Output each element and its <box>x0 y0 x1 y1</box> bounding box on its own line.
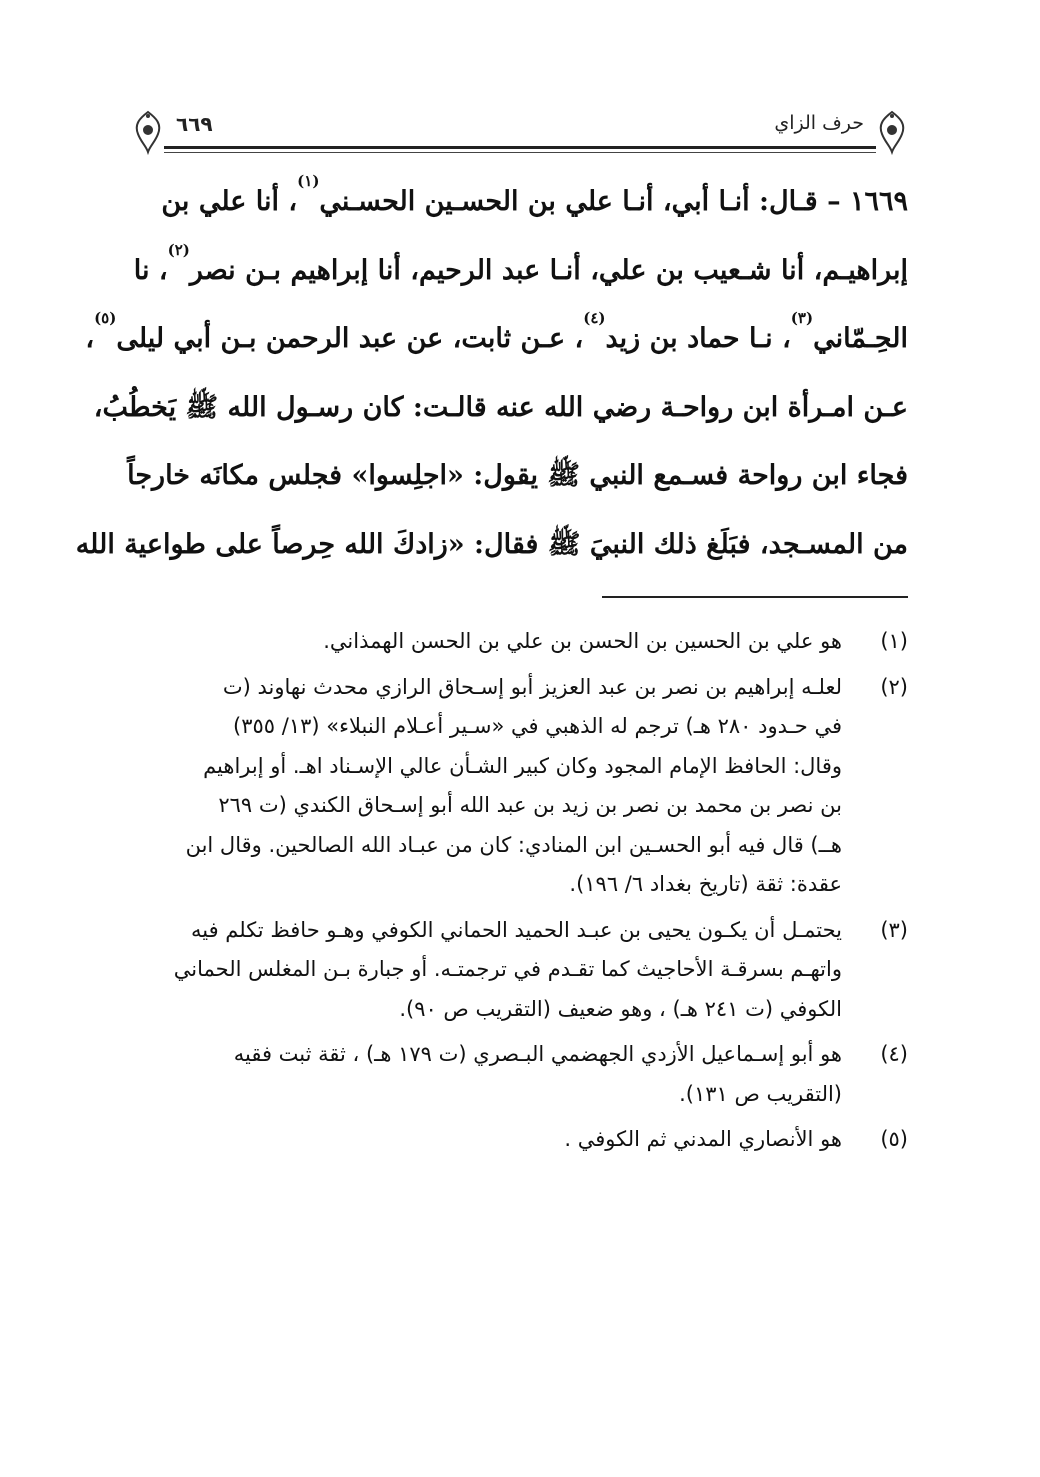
footnote-line: هو أبو إسـماعيل الأزدي الجهضمي البـصري (ت ١٧٩ هـ) ، ثقة ثبت فقيه <box>233 1042 842 1066</box>
footnote-line: هو الأنصاري المدني ثم الكوفي . <box>564 1127 842 1151</box>
footnote-line: لعلـه إبراهيم بن نصر بن عبد العزيز أبو إسـحاق الرازي محدث نهاوند (ت <box>222 674 842 699</box>
header-rule <box>164 146 876 149</box>
running-title: حرف الزاي <box>774 112 864 134</box>
main-line: عـن امـرأة ابن رواحـة رضي الله عنه قالـت: كان رسـول الله ﷺ يَخطُبُ، <box>93 391 908 423</box>
footnote-line: الكوفي (ت ٢٤١ هـ) ، وهو ضعيف (التقريب ص ٩٠). <box>399 996 842 1021</box>
footnote-2 <box>132 668 908 905</box>
footnote-line: واتهـم بسرقـة الأحاجيث كما تقـدم في ترجمتـه. أو جبارة بـن المغلس الحماني <box>173 957 842 981</box>
footnote-ref: (٣) <box>790 309 814 327</box>
main-line: فجاء ابن رواحة فسـمع النبي ﷺ يقول: «اجلِسوا» فجلس مكانَه خارجاً <box>127 460 908 491</box>
footnote-number: (٢) <box>880 674 908 699</box>
footnote-separator <box>602 596 908 598</box>
ornament-icon <box>128 108 168 154</box>
footnote-ref: (٢) <box>167 240 190 259</box>
footnote-ref: (٤) <box>583 309 606 327</box>
footnote-line: وقال: الحافظ الإمام المجود وكان كبير الشـأن عالي الإسـناد اهـ. أو إبراهيم <box>203 753 842 778</box>
footnote-line: يحتمـل أن يكـون يحيى بن عبـد الحميد الحماني الكوفي وهـو حافظ تكلم فيه <box>190 917 842 942</box>
footnote-line: (التقريب ص ١٣١). <box>679 1081 842 1106</box>
footnote-number: (٤) <box>880 1042 908 1066</box>
footnote-5 <box>132 1120 908 1160</box>
header-rule-thin <box>164 152 876 153</box>
page-number: ٦٦٩ <box>176 112 213 136</box>
page-header <box>128 108 912 156</box>
ornament-icon <box>872 108 912 154</box>
footnote-line: في حـدود ٢٨٠ هـ) ترجم له الذهبي في «سـير أعـلام النبلاء» (١٣/ ٣٥٥) <box>233 714 842 738</box>
footnote-number: (٣) <box>880 917 908 942</box>
footnotes <box>132 622 908 1166</box>
footnote-3 <box>132 911 908 1030</box>
footnote-ref: (١) <box>297 172 320 190</box>
footnote-line: هــ) قال فيه أبو الحسـين ابن المنادي: كان من عبـاد الله الصالحين. وقال ابن <box>185 832 842 857</box>
main-line: ١٦٦٩ – قـال: أنـا أبي، أنـا علي بن الحسـين الحسـني$^{(١)}$، أنا علي بن <box>161 172 908 217</box>
footnote-line: عقدة: ثقة (تاريخ بغداد ٦/ ١٩٦). <box>569 872 842 896</box>
footnote-4 <box>132 1035 908 1114</box>
main-line: إبراهيـم، أنا شـعيب بن علي، أنـا عبد الرحيم، أنا إبراهيم بـن نصر$^{(٢)}$، نا <box>133 240 908 286</box>
footnote-1 <box>132 622 908 662</box>
main-line: الحِـمّاني$^{(٣)}$، نـا حماد بن زيد$^{(٤)}$، عـن ثابت، عن عبد الرحمن بـن أبي ليلى$^{(٥)}$، <box>85 309 908 354</box>
footnote-ref: (٥) <box>94 309 117 327</box>
footnote-number: (١) <box>880 629 908 653</box>
footnote-line: بن نصر بن محمد بن نصر بن زيد بن عبد الله أبو إسـحاق الكندي (ت ٢٦٩ <box>218 793 842 817</box>
main-text <box>75 168 908 579</box>
footnote-line: هو علي بن الحسين بن الحسن بن علي بن الحسن الهمذاني. <box>323 629 842 653</box>
footnote-number: (٥) <box>880 1127 908 1151</box>
main-line: من المسـجد، فبَلَغ ذلك النبيَ ﷺ فقال: «زادكَ الله حِرصاً على طواعية الله <box>75 528 908 560</box>
